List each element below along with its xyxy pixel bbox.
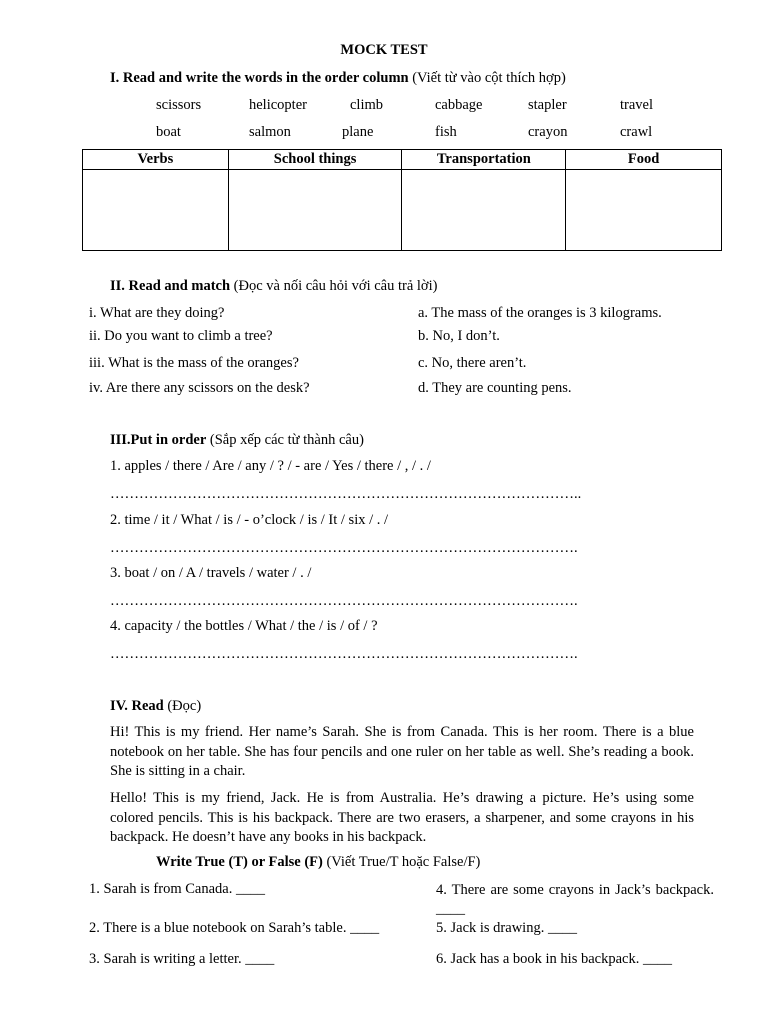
order-item: 2. time / it / What / is / - o’clock / is / It / six / . / <box>110 512 389 528</box>
word-bank-item: helicopter <box>249 97 307 113</box>
true-false-heading <box>156 854 480 871</box>
match-question: iii. What is the mass of the oranges? <box>89 355 299 371</box>
match-answer: c. No, there aren’t. <box>418 355 527 371</box>
sorting-table <box>82 149 722 251</box>
word-bank-item: crawl <box>620 124 653 140</box>
section3-heading-note: (Sắp xếp các từ thành câu) <box>206 432 364 448</box>
word-bank-item: crayon <box>528 124 568 140</box>
section4-heading-bold: IV. Read <box>110 698 164 714</box>
page-title: MOCK TEST <box>340 42 428 58</box>
match-question: ii. Do you want to climb a tree? <box>89 328 273 344</box>
match-question: iv. Are there any scissors on the desk? <box>89 380 310 396</box>
true-false-item: 2. There is a blue notebook on Sarah’s table. ____ <box>89 920 380 936</box>
reading-paragraph-jack: Hello! This is my friend, Jack. He is from Australia. He’s drawing a picture. He’s using some colored pencils. This is his backpack. There are two erasers, a sharpener, and some crayons in his backpack. He doesn’t have any books in his backpack. <box>110 790 694 845</box>
word-bank-item: plane <box>342 124 374 140</box>
column-header-transportation: Transportation <box>402 150 566 170</box>
word-bank-item: scissors <box>156 97 202 113</box>
section1-heading-bold: I. Read and write the words in the order column <box>110 70 409 86</box>
word-bank-item: travel <box>620 97 654 113</box>
column-header-school-things: School things <box>228 150 402 170</box>
section3-heading-bold: III.Put in order <box>110 432 207 448</box>
true-false-item: 4. There are some crayons in Jack’s backpack. ____ <box>436 882 714 917</box>
word-bank-item: fish <box>435 124 457 140</box>
true-false-heading-bold: Write True (T) or False (F) <box>156 854 323 870</box>
section1-heading <box>110 70 566 87</box>
section4-heading <box>110 698 201 715</box>
word-bank-item: cabbage <box>435 97 483 113</box>
word-bank-item: stapler <box>528 97 567 113</box>
true-false-heading-note: (Viết True/T hoặc False/F) <box>322 854 481 870</box>
true-false-item: 1. Sarah is from Canada. ____ <box>89 881 265 897</box>
answer-line[interactable]: ……………………………………………………………………………………. <box>110 540 578 556</box>
match-question: i. What are they doing? <box>89 305 225 321</box>
word-bank-item: salmon <box>249 124 291 140</box>
section2-heading-bold: II. Read and match <box>110 278 231 294</box>
word-bank-item: climb <box>350 97 384 113</box>
column-header-food: Food <box>566 150 722 170</box>
section4-heading-note: (Đọc) <box>163 698 202 714</box>
order-item: 4. capacity / the bottles / What / the / is / of / ? <box>110 618 378 634</box>
section3-heading <box>110 432 364 449</box>
answer-line[interactable]: ……………………………………………………………………………………. <box>110 646 578 662</box>
answer-line[interactable]: ……………………………………………………………………………………. <box>110 593 578 609</box>
section2-heading-note: (Đọc và nối câu hỏi với câu trả lời) <box>230 278 438 294</box>
true-false-item: 5. Jack is drawing. ____ <box>436 920 577 936</box>
match-answer: d. They are counting pens. <box>418 380 572 396</box>
answer-cell-verbs[interactable] <box>83 170 229 251</box>
section1-heading-note: (Viết từ vào cột thích hợp) <box>408 70 566 86</box>
match-answer: b. No, I don’t. <box>418 328 500 344</box>
section2-heading <box>110 278 437 295</box>
answer-line[interactable]: …………………………………………………………………………………….. <box>110 486 582 502</box>
word-bank-item: boat <box>156 124 181 140</box>
answer-cell-food[interactable] <box>566 170 722 251</box>
order-item: 3. boat / on / A / travels / water / . / <box>110 565 312 581</box>
column-header-verbs: Verbs <box>83 150 229 170</box>
order-item: 1. apples / there / Are / any / ? / - are / Yes / there / , / . / <box>110 458 431 474</box>
match-answer: a. The mass of the oranges is 3 kilograms. <box>418 305 662 321</box>
true-false-item: 3. Sarah is writing a letter. ____ <box>89 951 275 967</box>
answer-cell-school-things[interactable] <box>228 170 402 251</box>
reading-paragraph-sarah: Hi! This is my friend. Her name’s Sarah. She is from Canada. This is her room. There is a blue notebook on her table. She has four pencils and one ruler on her table as well. She’s reading a book. She is sitting in a chair. <box>110 724 694 779</box>
true-false-item: 6. Jack has a book in his backpack. ____ <box>436 951 672 967</box>
answer-cell-transportation[interactable] <box>402 170 566 251</box>
